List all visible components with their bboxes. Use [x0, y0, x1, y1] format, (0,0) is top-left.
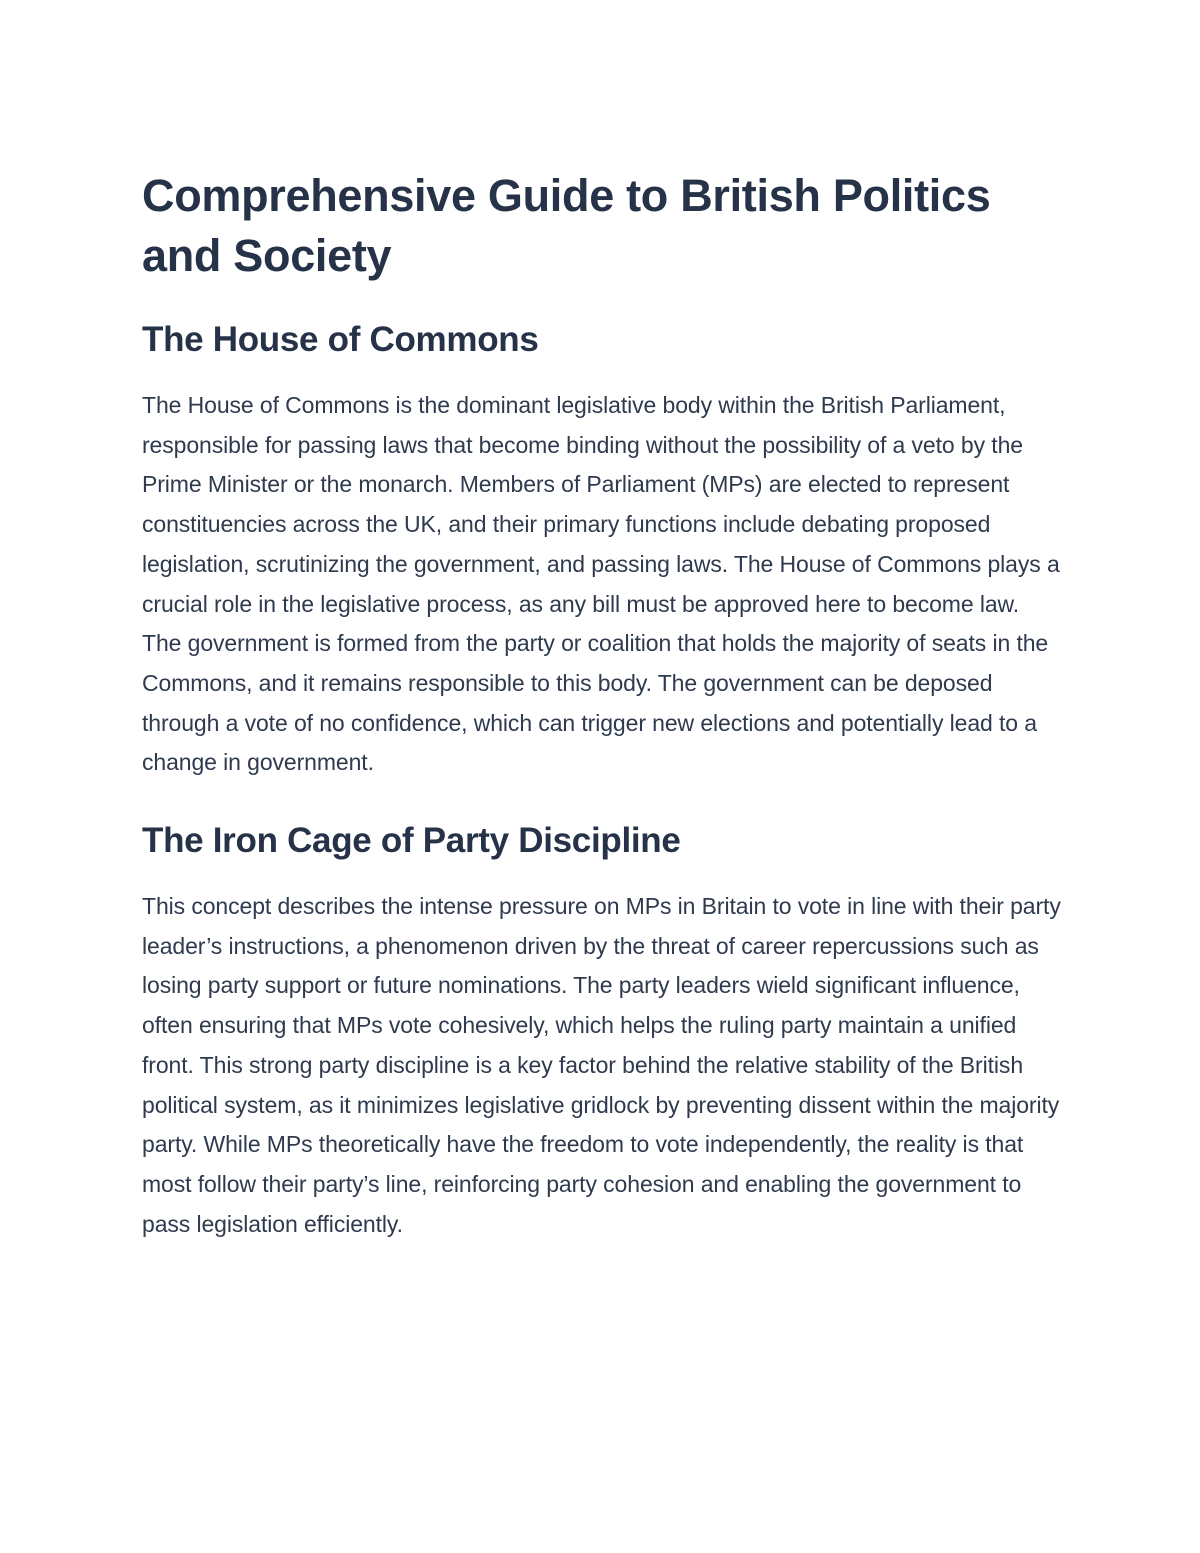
section-body-iron-cage: This concept describes the intense pressure on MPs in Britain to vote in line with their party leader’s instructions, a phenomenon driven by the threat of career repercussions such as losing party support or future nominations. The party leaders wield significant influence, often ensuring that MPs vote cohesively, which helps the ruling party maintain a unified front. This strong party discipline is a key factor behind the relative stability of the British political system, as it minimizes legislative gridlock by preventing dissent within the majority party. While MPs theoretically have the freedom to vote independently, the reality is that most follow their party’s line, reinforcing party cohesion and enabling the government to pass legislation efficiently.: [142, 893, 1061, 1237]
section-heading-iron-cage: The Iron Cage of Party Discipline: [142, 821, 681, 861]
section-body-house-of-commons: The House of Commons is the dominant legislative body within the British Parliament, responsible for passing laws that become binding without the possibility of a veto by the Prime Minister or the monarch. Members of Parliament (MPs) are elected to represent constituencies across the UK, and their primary functions include debating proposed legislation, scrutinizing the government, and passing laws. The House of Commons plays a crucial role in the legislative process, as any bill must be approved here to become law. The government is formed from the party or coalition that holds the majority of seats in the Commons, and it remains responsible to this body. The government can be deposed through a vote of no confidence, which can trigger new elections and potentially lead to a change in government.: [142, 392, 1060, 776]
document-title: Comprehensive Guide to British Politics and Society: [142, 170, 991, 281]
section-house-of-commons: [142, 318, 1062, 783]
section-iron-cage: [142, 819, 1062, 1244]
section-heading-house-of-commons: The House of Commons: [142, 320, 539, 359]
document-page: [142, 166, 1062, 1244]
